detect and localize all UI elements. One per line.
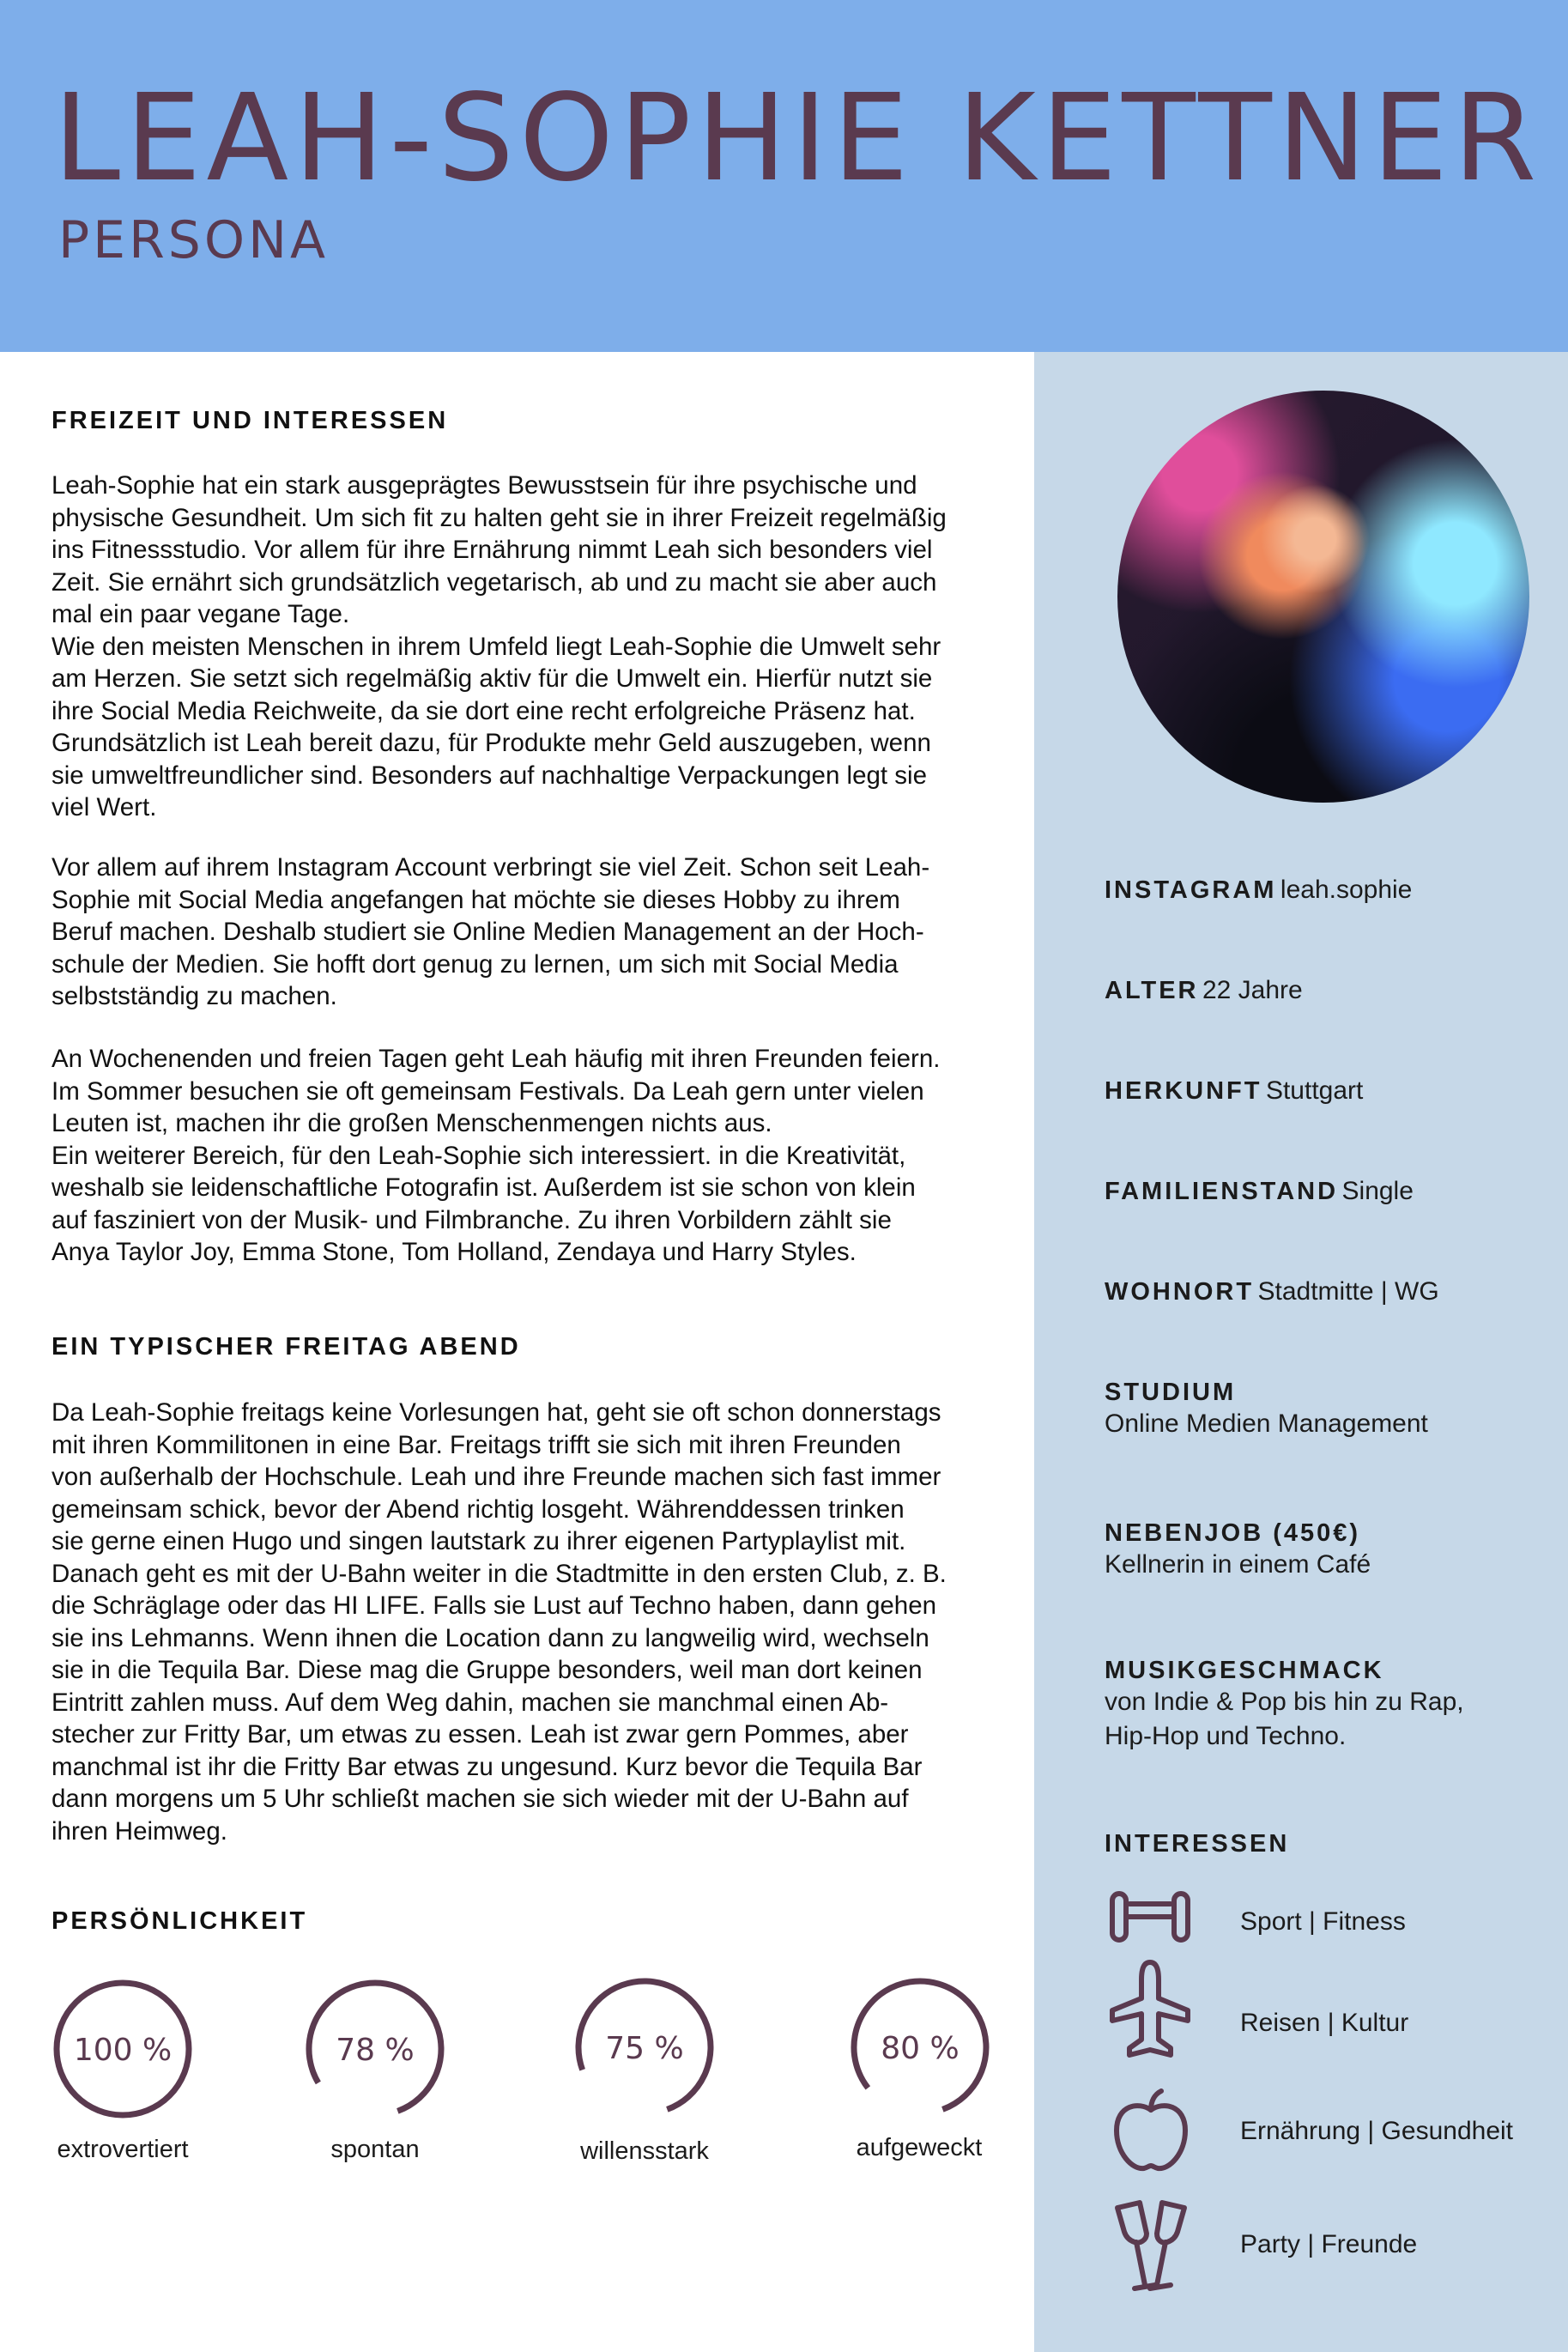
info-alter: [1105, 976, 1303, 1005]
info-instagram: [1105, 876, 1412, 905]
freizeit-paragraph-1: Leah-Sophie hat ein stark ausgeprägtes Bewusstsein für ihre psychische und physische Gesundheit. Um sich fit zu halten geht sie in ihrer Freizeit regelmäßig ins Fitnessstudio. Vor allem für ihre Ernährung nimmt Leah sich besonders viel Zeit. Sie ernährt sich grundsätzlich vegetarisch, ab und zu macht sie aber auch mal ein paar vegane Tage. Wie den meisten Menschen in ihrem Umfeld liegt Leah-Sophie die Umwelt sehr am Herzen. Sie setzt sich regelmäßig aktiv für die Umwelt ein. Hierfür nutzt sie ihre Social Media Reichweite, da sie dort eine recht erfolgreiche Präsenz hat. Grundsätzlich ist Leah bereit dazu, für Produkte mehr Geld auszugeben, wenn sie umweltfreundlicher sind. Besonders auf nachhaltige Verpackungen legt sie viel Wert.: [51, 471, 947, 821]
info-value: Single: [1341, 1177, 1414, 1205]
info-musikgeschmack: [1105, 1657, 1464, 1754]
trait-ring-extrovertiert: [57, 1983, 189, 2115]
trait-ring-willensstark: [578, 1981, 711, 2109]
trait-ring-aufgeweckt: [854, 1981, 986, 2109]
info-value: von Indie & Pop bis hin zu Rap, Hip-Hop und Techno.: [1105, 1688, 1464, 1750]
info-label: MUSIKGESCHMACK: [1105, 1657, 1384, 1684]
profile-photo: [1117, 391, 1529, 803]
info-familienstand: [1105, 1177, 1414, 1206]
trait-ring-spontan: [309, 1983, 441, 2111]
trait-percent: 75 %: [605, 2031, 684, 2066]
header-banner: [0, 0, 1568, 352]
trait-label-extrovertiert: extrovertiert: [57, 2136, 189, 2163]
info-label: ALTER: [1105, 977, 1199, 1004]
trait-percent: 100 %: [73, 2033, 173, 2068]
interest-reisen: Reisen | Kultur: [1240, 2009, 1409, 2037]
personality-rings: [0, 1957, 1030, 2163]
info-label: FAMILIENSTAND: [1105, 1178, 1339, 1205]
interest-ernaehrung: Ernährung | Gesundheit: [1240, 2117, 1514, 2145]
trait-label-spontan: spontan: [330, 2136, 420, 2163]
airplane-icon: [1107, 1957, 1193, 2060]
interest-party: Party | Freunde: [1240, 2230, 1418, 2258]
trait-percent: 80 %: [881, 2031, 960, 2066]
dumbbell-icon: [1107, 1887, 1193, 1947]
info-wohnort: [1105, 1277, 1439, 1306]
info-value: leah.sophie: [1280, 876, 1413, 904]
heading-persoenlichkeit: PERSÖNLICHKEIT: [51, 1907, 308, 1935]
info-label: INSTAGRAM: [1105, 876, 1277, 904]
info-label: HERKUNFT: [1105, 1077, 1262, 1105]
info-label: WOHNORT: [1105, 1278, 1255, 1306]
info-label: NEBENJOB (450€): [1105, 1519, 1361, 1547]
info-value: 22 Jahre: [1202, 976, 1303, 1004]
trait-label-willensstark: willensstark: [580, 2137, 709, 2165]
info-studium: [1105, 1379, 1428, 1441]
glasses-icon: [1112, 2199, 1190, 2302]
interessen-heading: INTERESSEN: [1105, 1830, 1290, 1858]
persona-subtitle: PERSONA: [58, 210, 330, 270]
info-nebenjob: [1105, 1519, 1371, 1582]
heading-freitag: EIN TYPISCHER FREITAG ABEND: [51, 1333, 521, 1361]
persona-name: LEAH-SOPHIE KETTNER: [53, 69, 1542, 209]
freizeit-paragraph-3: An Wochenenden und freien Tagen geht Leah häufig mit ihren Freunden feiern. Im Sommer besuchen sie oft gemeinsam Festivals. Da Leah gern unter vielen Leuten ist, machen ihr die großen Menschenmengen nichts aus. Ein weiterer Bereich, für den Leah-Sophie sich interessiert. in die Kreativität, weshalb sie leidenschaftliche Fotografin ist. Außerdem ist sie schon von klein auf fasziniert von der Musik- und Filmbranche. Zu ihren Vorbildern zählt sie Anya Taylor Joy, Emma Stone, Tom Holland, Zendaya und Harry Styles.: [51, 1045, 941, 1266]
info-value: Online Medien Management: [1105, 1409, 1428, 1438]
info-value: Stadtmitte | WG: [1257, 1277, 1439, 1306]
freizeit-paragraph-2: Vor allem auf ihrem Instagram Account verbringt sie viel Zeit. Schon seit Leah- Sophie mit Social Media angefangen hat möchte sie dieses Hobby zu ihrem Beruf machen. Deshalb studiert sie Online Medien Management an der Hoch- schule der Medien. Sie hofft dort genug zu lernen, um sich mit Social Media selbstständig zu machen.: [51, 853, 930, 1010]
interest-sport: Sport | Fitness: [1240, 1907, 1406, 1936]
heading-freizeit: FREIZEIT UND INTERESSEN: [51, 407, 449, 434]
info-value: Kellnerin in einem Café: [1105, 1550, 1371, 1579]
freitag-paragraph: Da Leah-Sophie freitags keine Vorlesungen hat, geht sie oft schon donnerstags mit ihren Kommilitonen in eine Bar. Freitags trifft sie sich mit ihren Freunden von außerhalb der Hochschule. Leah und ihre Freunde machen sich fast immer gemeinsam schick, bevor der Abend richtig losgeht. Währenddessen trinken sie gerne einen Hugo und singen lautstark zu ihrer eigenen Partyplaylist mit. Danach geht es mit der U-Bahn weiter in die Stadtmitte in den ersten Club, z. B. die Schräglage oder das HI LIFE. Falls sie Lust auf Techno haben, dann gehen sie ins Lehmanns. Wenn ihnen die Location dann zu langweilig wird, wechseln sie in die Tequila Bar. Diese mag die Gruppe besonders, weil man dort keinen Eintritt zahlen muss. Auf dem Weg dahin, machen sie manchmal einen Ab- stecher zur Fritty Bar, um etwas zu essen. Leah ist zwar gern Pommes, aber manchmal ist ihr die Fritty Bar etwas zu ungesund. Kurz bevor die Tequila Bar dann morgens um 5 Uhr schließt machen sie sich wieder mit der U-Bahn auf ihren Heimweg.: [51, 1398, 947, 1846]
trait-percent: 78 %: [336, 2033, 415, 2068]
trait-label-aufgeweckt: aufgeweckt: [856, 2134, 983, 2161]
info-herkunft: [1105, 1076, 1363, 1106]
info-label: STUDIUM: [1105, 1379, 1237, 1406]
info-value: Stuttgart: [1265, 1076, 1364, 1105]
apple-icon: [1110, 2088, 1192, 2173]
